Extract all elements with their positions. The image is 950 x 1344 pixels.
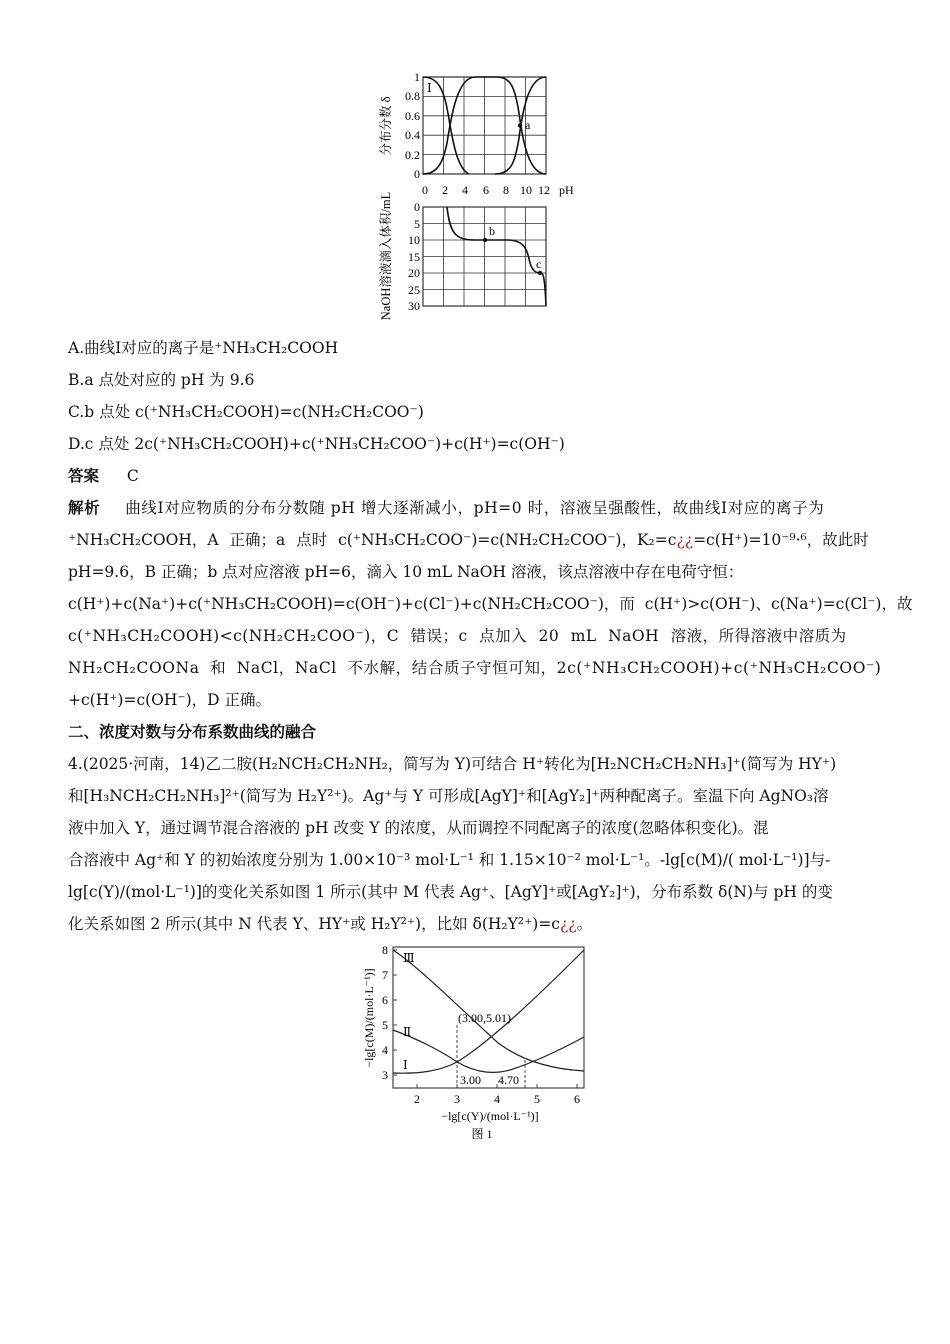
option-a: A.曲线Ⅰ对应的离子是⁺NH₃CH₂COOH [68,339,339,357]
svg-text:6: 6 [483,183,489,197]
svg-text:10: 10 [408,233,420,247]
analysis-line-7: +c(H⁺)=c(OH⁻)，D 正确。 [68,691,271,709]
analysis-text-1: 曲线Ⅰ对应物质的分布分数随 pH 增大逐渐减小，pH=0 时，溶液呈强酸性，故曲线Ⅰ对应的离子为 [125,499,825,517]
option-b: B.a 点处对应的 pH 为 9.6 [68,371,255,389]
svg-text:8: 8 [503,183,509,197]
fig1-caption: 图 1 [471,1127,493,1141]
svg-text:0: 0 [422,183,428,197]
fig1-x-label: −lg[c(Y)/(mol·L⁻¹)] [441,1109,539,1123]
analysis-line-4: c(H⁺)+c(Na⁺)+c(⁺NH₃CH₂COOH)=c(OH⁻)+c(Cl⁻)+c(NH₂CH₂COO⁻)，而 c(H⁺)>c(OH⁻)、c(Na⁺)=c(Cl⁻)，故 [68,595,913,613]
figure-1 [360,938,600,1146]
q4-line-3: 液中加入 Y，通过调节混合溶液的 pH 改变 Y 的浓度，从而调控不同配离子的浓度(忽略体积变化)。混 [68,819,769,837]
svg-text:12: 12 [538,183,550,197]
analysis-line-5: c(⁺NH₃CH₂COOH)<c(NH₂CH₂COO⁻)，C 错误；c 点加入 20 mL NaOH 溶液，所得溶液中溶质为 [68,627,847,645]
fig1-point-label: (3.00,5.01) [458,1011,511,1025]
option-d: D.c 点处 2c(⁺NH₃CH₂COOH)+c(⁺NH₃CH₂COO⁻)+c(H⁺)=c(OH⁻) [68,435,565,453]
svg-text:8: 8 [382,943,388,957]
svg-text:5: 5 [414,217,420,231]
section-heading: 二、浓度对数与分布系数曲线的融合 [68,723,317,741]
svg-text:5: 5 [382,1018,388,1032]
q4-line-4: 合溶液中 Ag⁺和 Y 的初始浓度分别为 1.00×10⁻³ mol·L⁻¹ 和 1.15×10⁻² mol·L⁻¹。-lg[c(M)/( mol·L⁻¹)]与- [68,851,831,869]
q4-line-1: 4.(2025·河南，14)乙二胺(H₂NCH₂CH₂NH₂，简写为 Y)可结合 H⁺转化为[H₂NCH₂CH₂NH₃]⁺(简写为 HY⁺) [68,755,837,773]
analysis-line-6: NH₂CH₂COONa 和 NaCl，NaCl 不水解，结合质子守恒可知，2c(⁺NH₃CH₂COOH)+c(⁺NH₃CH₂COO⁻) [68,659,882,677]
option-c: C.b 点处 c(⁺NH₃CH₂COOH)=c(NH₂CH₂COO⁻) [68,403,424,421]
lower-y-label: NaOH溶液滴入体积/mL [379,191,393,321]
point-c-label: c [536,257,542,271]
fig1-mark-300: 3.00 [460,1073,481,1087]
fig1-label-I: Ⅰ [403,1058,408,1072]
fig1-label-III: Ⅲ [403,951,415,965]
fig1-x-ticks [417,1084,577,1088]
lower-y-ticks [408,200,420,313]
q4-line-6: 化关系如图 2 所示(其中 N 代表 Y、HY⁺或 H₂Y²⁺)，比如 δ(H₂Y²⁺)=c¿¿。 [68,915,593,933]
fig1-y-label: −lg[c(M)/(mol·L⁻¹)] [362,968,376,1068]
svg-text:25: 25 [408,283,420,297]
curve-I-label: Ⅰ [427,81,432,95]
svg-text:2: 2 [442,183,448,197]
analysis-line-2: ⁺NH₃CH₂COOH，A 正确；a 点时 c(⁺NH₃CH₂COO⁻)=c(NH₂CH₂COO⁻)，K₂=c¿¿=c(H⁺)=10⁻⁹·⁶，故此时 [68,531,869,549]
answer-label: 答案 [68,467,100,485]
svg-text:30: 30 [408,299,420,313]
fig1-mark-470: 4.70 [498,1073,519,1087]
svg-text:4: 4 [494,1092,500,1106]
fig1-label-II: Ⅱ [403,1025,412,1039]
x-ticks [422,183,550,197]
svg-text:6: 6 [574,1092,580,1106]
upper-y-label: 分布分数 δ [379,96,393,156]
svg-text:15: 15 [408,250,420,264]
svg-text:10: 10 [520,183,532,197]
point-b-marker [483,238,487,242]
point-a-marker [518,123,522,127]
svg-text:3: 3 [454,1092,460,1106]
point-b-label: b [489,224,495,238]
x-unit: pH [559,183,574,197]
svg-text:7: 7 [382,968,388,982]
analysis-line-1 [68,497,883,519]
analysis-line-3: pH=9.6，B 正确；b 点对应溶液 pH=6，滴入 10 mL NaOH 溶液，该点溶液中存在电荷守恒： [68,563,744,581]
upper-y-ticks [405,70,420,181]
fig1-y-ticks [393,950,397,1075]
svg-text:2: 2 [414,1092,420,1106]
svg-text:1: 1 [414,70,420,84]
svg-text:0.2: 0.2 [405,148,420,162]
point-c-marker [538,271,542,275]
fig1-curve-II [393,1030,584,1072]
svg-text:0.8: 0.8 [405,89,420,103]
point-a-label: a [525,118,531,132]
answer-row [68,465,883,487]
q4-line-2: 和[H₃NCH₂CH₂NH₃]²⁺(简写为 H₂Y²⁺)。Ag⁺与 Y 可形成[AgY]⁺和[AgY₂]⁺两种配离子。室温下向 AgNO₃溶 [68,787,829,805]
svg-text:6: 6 [382,993,388,1007]
q4-line-5: lg[c(Y)/(mol·L⁻¹)]的变化关系如图 1 所示(其中 M 代表 Ag⁺、[AgY]⁺或[AgY₂]⁺)，分布系数 δ(N)与 pH 的变 [68,883,833,901]
svg-text:4: 4 [382,1043,388,1057]
svg-text:0.4: 0.4 [405,128,420,142]
svg-text:4: 4 [462,183,468,197]
svg-text:0: 0 [414,200,420,214]
svg-text:20: 20 [408,266,420,280]
answer-value: C [126,467,139,485]
svg-text:3: 3 [382,1068,388,1082]
svg-text:0.6: 0.6 [405,109,420,123]
svg-text:0: 0 [414,167,420,181]
analysis-label: 解析 [68,499,101,517]
figure-distribution-titration [375,68,590,328]
svg-text:5: 5 [534,1092,540,1106]
